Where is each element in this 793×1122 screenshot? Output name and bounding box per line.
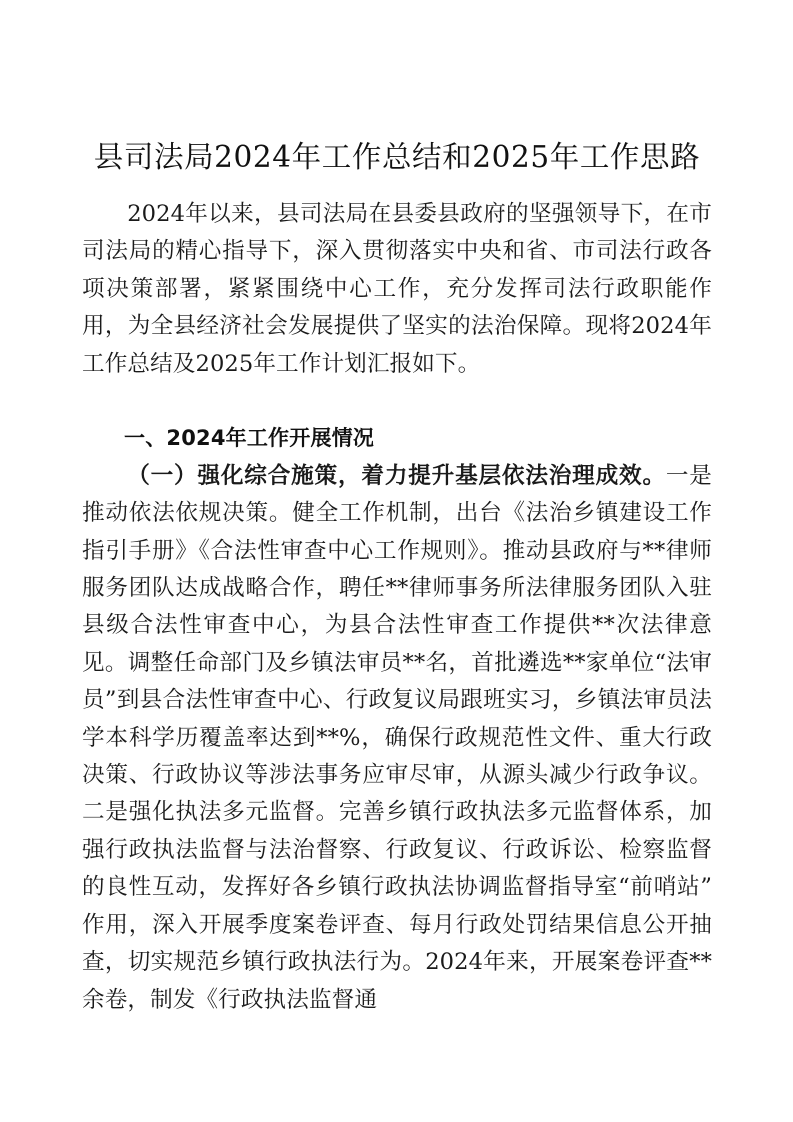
item-one-lead: （一）强化综合施策，着力提升基层依法治理成效。 bbox=[127, 462, 666, 489]
intro-paragraph: 2024年以来，县司法局在县委县政府的坚强领导下，在市司法局的精心指导下，深入贯彻落实中央和省、市司法行政各项决策部署，紧紧围绕中心工作，充分发挥司法行政职能作用，为全县经济社会发展提供了坚实的法治保障。现将2024年工作总结及2025年工作计划汇报如下。 bbox=[82, 201, 712, 377]
page-title: 县司法局2024年工作总结和2025年工作思路 bbox=[93, 140, 701, 174]
item-one-paragraph bbox=[82, 458, 712, 1019]
item-one-body: 一是推动依法依规决策。健全工作机制，出台《法治乡镇建设工作指引手册》《合法性审查中心工作规则》。推动县政府与**律师服务团队达成战略合作，聘任**律师事务所法律服务团队入驻县级合法性审查中心，为县合法性审查工作提供**次法律意见。调整任命部门及乡镇法审员**名，首批遴选**家单位“法审员”到县合法性审查中心、行政复议局跟班实习，乡镇法审员法学本科学历覆盖率达到**%，确保行政规范性文件、重大行政决策、行政协议等涉法事务应审尽审，从源头减少行政争议。二是强化执法多元监督。完善乡镇行政执法多元监督体系，加强行政执法监督与法治督察、行政复议、行政诉讼、检察监督的良性互动，发挥好各乡镇行政执法协调监督指导室“前哨站”作用，深入开展季度案卷评查、每月行政处罚结果信息公开抽查，切实规范乡镇行政执法行为。2024年来，开展案卷评查**余卷，制发《行政执法监督通 bbox=[82, 462, 712, 1013]
section-heading-one: 一、2024年工作开展情况 bbox=[124, 426, 375, 451]
paragraph-spacer bbox=[82, 383, 712, 420]
document-body bbox=[82, 196, 712, 1019]
